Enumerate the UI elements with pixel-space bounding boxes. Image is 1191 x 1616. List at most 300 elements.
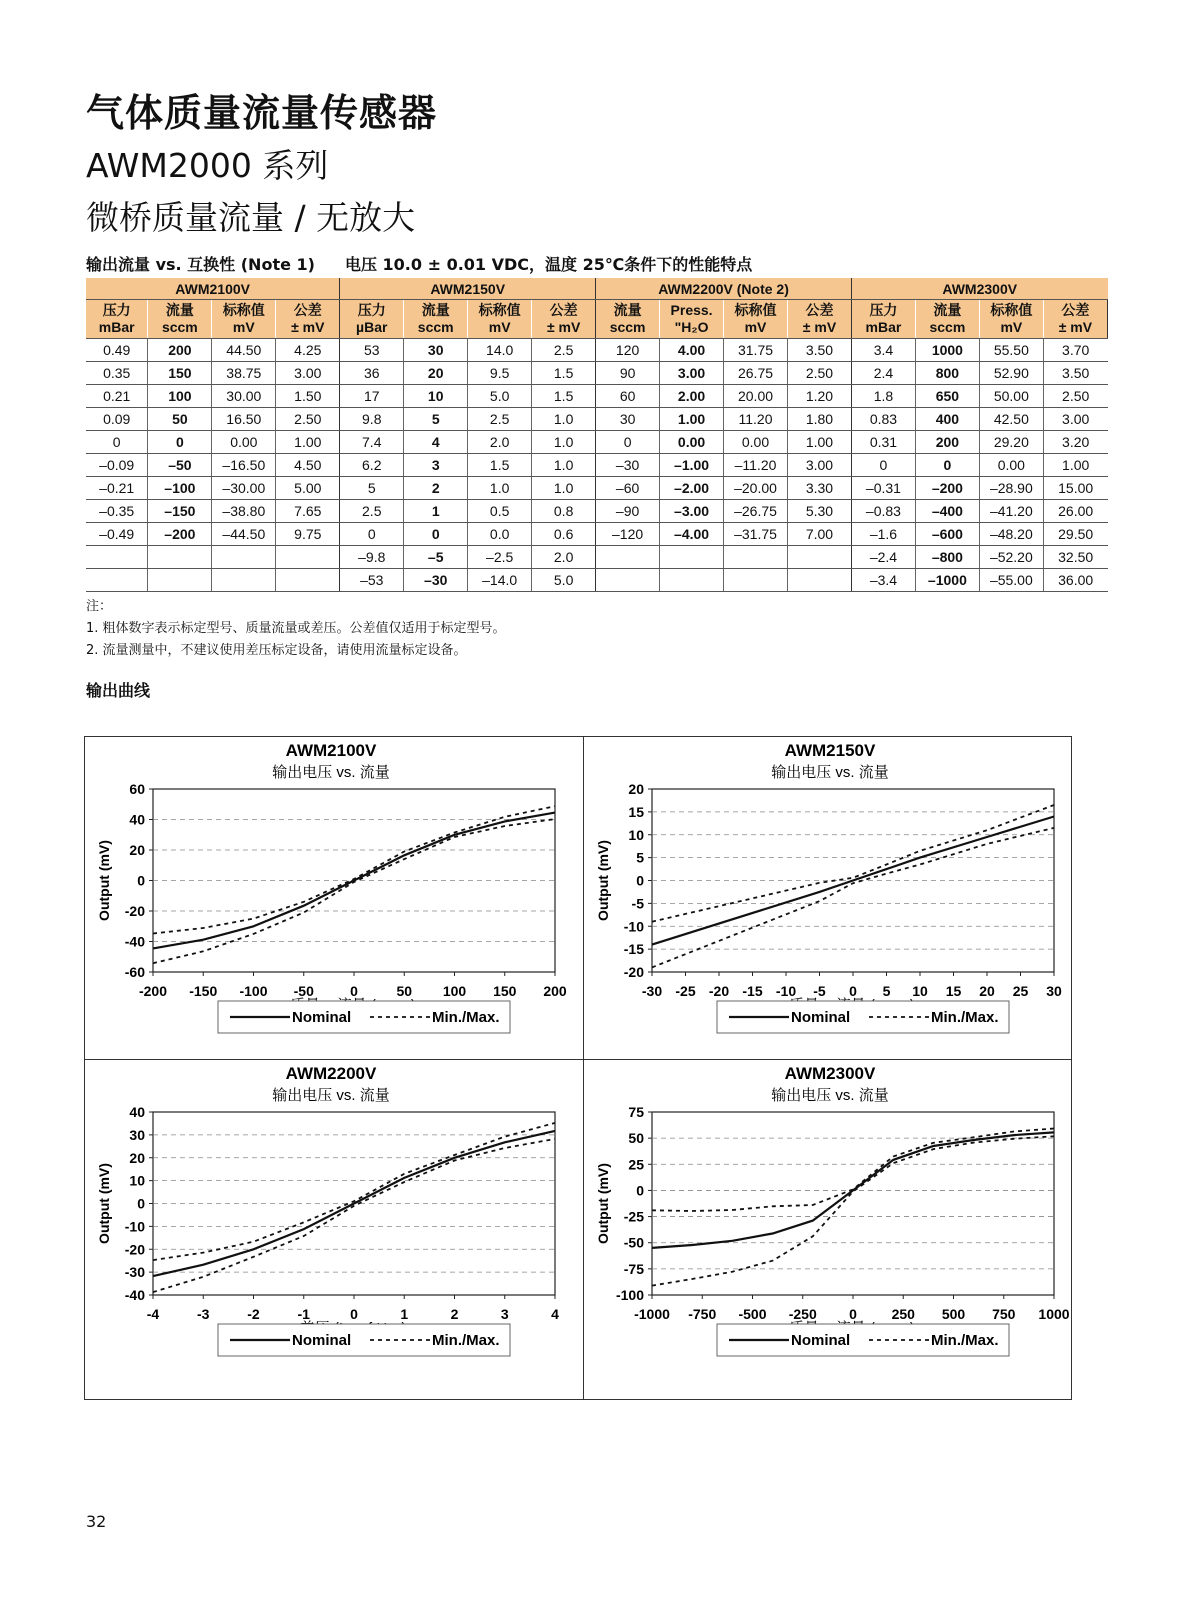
table-cell: 1.80 <box>787 408 851 431</box>
page-number: 32 <box>86 1512 107 1531</box>
series-max <box>652 805 1054 922</box>
x-tick-label: -200 <box>138 983 168 999</box>
y-tick-label: 30 <box>129 1126 145 1143</box>
x-tick-label: 500 <box>941 1306 966 1322</box>
table-cell: 60 <box>596 385 660 408</box>
series-max <box>153 1123 555 1260</box>
table-cell: –0.09 <box>86 454 148 477</box>
table-cell: 53 <box>340 339 404 362</box>
x-tick-label: -3 <box>197 1306 210 1322</box>
y-tick-label: -30 <box>124 1264 145 1281</box>
table-heading-right: 电压 10.0 ± 0.01 VDC，温度 25℃条件下的性能特点 <box>344 255 753 274</box>
y-tick-label: -20 <box>124 903 145 919</box>
table-cell: –14.0 <box>468 569 532 592</box>
x-tick-label: 0 <box>350 983 358 999</box>
column-header <box>724 300 788 339</box>
table-cell: 3.00 <box>787 454 851 477</box>
x-tick-label: -1000 <box>634 1306 670 1322</box>
table-cell: –200 <box>148 523 212 546</box>
column-header-label: 公差 <box>1061 302 1090 318</box>
table-cell: –0.21 <box>86 477 148 500</box>
table-cell: 0 <box>404 523 468 546</box>
table-cell: 14.0 <box>468 339 532 362</box>
table-cell: 15.00 <box>1043 477 1107 500</box>
chart-legend <box>218 1324 510 1356</box>
table-cell: 400 <box>915 408 979 431</box>
plot-area <box>652 1112 1054 1295</box>
table-cell: 0.6 <box>532 523 596 546</box>
output-curves-panel <box>84 736 1072 1400</box>
y-tick-label: -50 <box>623 1234 644 1251</box>
table-cell <box>596 569 660 592</box>
column-header-label: 公差 <box>293 302 322 318</box>
table-cell: –1000 <box>915 569 979 592</box>
y-tick-label: 0 <box>636 1182 644 1199</box>
y-axis-label: Output (mV) <box>595 1163 611 1244</box>
y-tick-label: 15 <box>628 803 644 820</box>
column-header-unit: mBar <box>865 319 902 335</box>
x-tick-label: -150 <box>189 983 218 999</box>
table-cell: 29.50 <box>1043 523 1107 546</box>
table-cell: 11.20 <box>724 408 788 431</box>
table-cell: 0 <box>596 431 660 454</box>
table-cell <box>596 546 660 569</box>
column-header-label: 流量 <box>933 302 962 318</box>
table-cell <box>787 569 851 592</box>
table-cell: 650 <box>915 385 979 408</box>
legend-nominal-label: Nominal <box>791 1332 851 1349</box>
y-axis-label: Output (mV) <box>595 840 611 921</box>
y-tick-label: 40 <box>129 1104 145 1120</box>
table-cell: –150 <box>148 500 212 523</box>
table-cell: 100 <box>148 385 212 408</box>
chart-subtitle: 输出电压 vs. 流量 <box>272 764 390 781</box>
table-cell: 1.00 <box>1043 454 1107 477</box>
table-cell: 29.20 <box>979 431 1043 454</box>
table-cell: 2.5 <box>468 408 532 431</box>
table-cell: 200 <box>148 339 212 362</box>
table-cell: 50 <box>148 408 212 431</box>
y-tick-label: 40 <box>129 811 145 828</box>
column-header-unit: mV <box>744 319 767 335</box>
column-header-label: 流量 <box>613 302 642 318</box>
table-cell: –41.20 <box>979 500 1043 523</box>
table-cell: –1.00 <box>660 454 724 477</box>
column-header-unit: ± mV <box>546 319 581 335</box>
chart-subtitle: 输出电压 vs. 流量 <box>771 764 889 781</box>
group-header: AWM2200V (Note 2) <box>596 278 852 300</box>
legend-nominal-label: Nominal <box>292 1009 352 1026</box>
x-tick-label: 30 <box>1046 983 1062 999</box>
table-cell: 32.50 <box>1043 546 1107 569</box>
table-cell: –16.50 <box>212 454 276 477</box>
x-tick-label: -100 <box>239 983 268 999</box>
table-cell: 30.00 <box>212 385 276 408</box>
table-cell: 1.00 <box>276 431 340 454</box>
table-cell: 2.4 <box>851 362 915 385</box>
table-cell: 800 <box>915 362 979 385</box>
table-row <box>86 500 1108 523</box>
column-header-unit: "H₂O <box>674 319 709 335</box>
table-cell: 3.70 <box>1043 339 1107 362</box>
table-cell: 0.00 <box>660 431 724 454</box>
legend-minmax-label: Min./Max. <box>931 1332 999 1349</box>
table-cell: 7.4 <box>340 431 404 454</box>
table-cell: 4 <box>404 431 468 454</box>
column-header-unit: mBar <box>98 319 135 335</box>
notes-label: 注： <box>86 599 113 614</box>
x-tick-label: 25 <box>1012 983 1029 999</box>
column-header-unit: mV <box>488 319 511 335</box>
table-cell: 55.50 <box>979 339 1043 362</box>
table-cell: –30.00 <box>212 477 276 500</box>
table-cell: 3.00 <box>276 362 340 385</box>
table-cell: 0.21 <box>86 385 148 408</box>
column-header-label: 标称值 <box>734 302 777 318</box>
table-cell: 4.25 <box>276 339 340 362</box>
x-tick-label: 0 <box>350 1306 358 1322</box>
table-heading <box>86 252 752 275</box>
y-tick-label: 0 <box>137 1195 145 1212</box>
chart-legend <box>717 1324 1009 1356</box>
table-cell: –50 <box>148 454 212 477</box>
column-header <box>851 300 915 339</box>
column-header <box>276 300 340 339</box>
table-cell: –600 <box>915 523 979 546</box>
table-cell: 0.09 <box>86 408 148 431</box>
x-tick-label: 150 <box>493 983 517 999</box>
chart-title: AWM2300V <box>784 1064 876 1083</box>
series-min <box>652 1136 1054 1285</box>
y-tick-label: -15 <box>623 941 644 958</box>
table-cell: 20 <box>404 362 468 385</box>
x-tick-label: -25 <box>675 983 696 999</box>
table-cell: 2.5 <box>532 339 596 362</box>
x-tick-label: -2 <box>247 1306 260 1322</box>
table-cell: 1 <box>404 500 468 523</box>
table-cell <box>212 569 276 592</box>
x-tick-label: 750 <box>992 1306 1016 1322</box>
table-row <box>86 339 1108 362</box>
table-cell: 30 <box>596 408 660 431</box>
legend-minmax-label: Min./Max. <box>432 1332 500 1349</box>
table-cell: 0.00 <box>979 454 1043 477</box>
table-cell: 150 <box>148 362 212 385</box>
column-header <box>404 300 468 339</box>
y-tick-label: -10 <box>623 918 644 935</box>
table-row <box>86 385 1108 408</box>
y-tick-label: -60 <box>124 964 145 980</box>
table-cell: 90 <box>596 362 660 385</box>
column-header-label: 标称值 <box>990 302 1033 318</box>
table-cell: 7.00 <box>787 523 851 546</box>
table-cell: 3 <box>404 454 468 477</box>
table-cell: 0.5 <box>468 500 532 523</box>
table-row <box>86 431 1108 454</box>
table-row <box>86 454 1108 477</box>
column-header <box>468 300 532 339</box>
table-cell: 5.30 <box>787 500 851 523</box>
y-tick-label: 20 <box>628 781 644 797</box>
x-tick-label: 0 <box>849 983 857 999</box>
table-cell: –9.8 <box>340 546 404 569</box>
table-cell: 2.50 <box>276 408 340 431</box>
table-cell: 30 <box>404 339 468 362</box>
table-cell: –5 <box>404 546 468 569</box>
column-header-unit: mV <box>232 319 255 335</box>
table-cell: 3.50 <box>787 339 851 362</box>
y-tick-label: -20 <box>623 964 644 980</box>
x-tick-label: 1 <box>400 1306 409 1322</box>
table-cell: 3.00 <box>660 362 724 385</box>
column-header-label: 公差 <box>805 302 834 318</box>
table-cell: 1.20 <box>787 385 851 408</box>
table-cell: 120 <box>596 339 660 362</box>
table-cell: 3.30 <box>787 477 851 500</box>
table-cell <box>86 546 148 569</box>
table-cell: 4.50 <box>276 454 340 477</box>
y-tick-label: -10 <box>124 1218 145 1235</box>
column-header-unit: sccm <box>609 319 646 335</box>
column-header-label: 流量 <box>165 302 194 318</box>
table-cell: 0.83 <box>851 408 915 431</box>
y-axis-label: Output (mV) <box>96 1163 112 1244</box>
table-cell: –60 <box>596 477 660 500</box>
x-tick-label: -10 <box>775 983 797 999</box>
legend-nominal-label: Nominal <box>292 1332 352 1349</box>
chart-title: AWM2200V <box>285 1064 377 1083</box>
column-header <box>660 300 724 339</box>
x-tick-label: -15 <box>742 983 763 999</box>
column-header <box>340 300 404 339</box>
x-tick-label: 10 <box>912 983 928 999</box>
chart-subtitle: 输出电压 vs. 流量 <box>272 1087 390 1104</box>
spec-table <box>86 278 1108 592</box>
table-cell: –100 <box>148 477 212 500</box>
table-cell: –44.50 <box>212 523 276 546</box>
column-header-unit: sccm <box>417 319 454 335</box>
table-cell: –0.49 <box>86 523 148 546</box>
table-cell: 1.00 <box>787 431 851 454</box>
table-cell: 26.00 <box>1043 500 1107 523</box>
x-tick-label: 250 <box>891 1306 915 1322</box>
series-nominal <box>153 813 555 949</box>
x-tick-label: -250 <box>788 1306 817 1322</box>
table-row <box>86 546 1108 569</box>
column-header-unit: ± mV <box>802 319 837 335</box>
table-cell: 26.75 <box>724 362 788 385</box>
y-tick-label: 5 <box>636 849 644 866</box>
column-header <box>1043 300 1107 339</box>
table-cell: 3.20 <box>1043 431 1107 454</box>
table-cell: 5 <box>340 477 404 500</box>
series-min <box>652 828 1054 968</box>
x-tick-label: -20 <box>708 983 730 999</box>
table-cell: –38.80 <box>212 500 276 523</box>
x-tick-label: 2 <box>450 1306 459 1322</box>
x-tick-label: 1000 <box>1038 1306 1070 1322</box>
table-cell: 0 <box>915 454 979 477</box>
table-cell: 0.00 <box>724 431 788 454</box>
table-cell: 1.0 <box>532 408 596 431</box>
table-cell: 1.5 <box>532 385 596 408</box>
column-header <box>596 300 660 339</box>
table-cell: 0.35 <box>86 362 148 385</box>
chart-awm2200v <box>85 1060 572 1382</box>
column-header-unit: mV <box>1000 319 1023 335</box>
x-tick-label: 100 <box>442 983 467 999</box>
page-title: 气体质量流量传感器 <box>86 91 438 135</box>
chart-legend <box>218 1001 510 1033</box>
column-header <box>787 300 851 339</box>
table-cell: 0 <box>86 431 148 454</box>
table-cell: –20.00 <box>724 477 788 500</box>
table-row <box>86 408 1108 431</box>
table-cell <box>212 546 276 569</box>
y-tick-label: -75 <box>623 1260 644 1277</box>
table-row <box>86 569 1108 592</box>
column-header-label: 压力 <box>357 302 386 318</box>
table-cell: 0.00 <box>212 431 276 454</box>
curves-heading: 输出曲线 <box>86 681 151 700</box>
table-cell: 50.00 <box>979 385 1043 408</box>
table-cell: –1.6 <box>851 523 915 546</box>
notes <box>86 596 506 662</box>
column-header <box>915 300 979 339</box>
x-tick-label: 4 <box>551 1306 559 1322</box>
y-tick-label: -20 <box>124 1241 145 1258</box>
column-header <box>148 300 212 339</box>
x-tick-label: -30 <box>641 983 663 999</box>
x-tick-label: -500 <box>738 1306 767 1322</box>
column-header-unit: sccm <box>929 319 966 335</box>
table-cell: 20.00 <box>724 385 788 408</box>
y-tick-label: 75 <box>628 1104 644 1120</box>
table-cell: 36.00 <box>1043 569 1107 592</box>
column-header <box>979 300 1043 339</box>
table-cell: –2.00 <box>660 477 724 500</box>
table-cell: –3.4 <box>851 569 915 592</box>
table-cell: 2 <box>404 477 468 500</box>
x-tick-label: 15 <box>945 983 962 999</box>
series-max <box>153 806 555 933</box>
chart-subtitle: 输出电压 vs. 流量 <box>771 1087 889 1104</box>
table-cell: 36 <box>340 362 404 385</box>
table-cell: 0.49 <box>86 339 148 362</box>
table-cell: –0.83 <box>851 500 915 523</box>
x-tick-label: 0 <box>849 1306 857 1322</box>
table-cell: –90 <box>596 500 660 523</box>
table-cell: –28.90 <box>979 477 1043 500</box>
table-cell: 1.50 <box>276 385 340 408</box>
legend-nominal-label: Nominal <box>791 1009 851 1026</box>
table-cell: –26.75 <box>724 500 788 523</box>
table-cell: 42.50 <box>979 408 1043 431</box>
chart-legend <box>717 1001 1009 1033</box>
column-header-unit: sccm <box>161 319 198 335</box>
y-tick-label: -100 <box>615 1287 644 1303</box>
table-cell: 3.50 <box>1043 362 1107 385</box>
table-row <box>86 523 1108 546</box>
table-cell: 5.0 <box>468 385 532 408</box>
table-cell: 6.2 <box>340 454 404 477</box>
table-cell: 1.5 <box>468 454 532 477</box>
table-cell: 2.0 <box>468 431 532 454</box>
column-header <box>532 300 596 339</box>
y-tick-label: 0 <box>137 872 145 889</box>
table-cell: –4.00 <box>660 523 724 546</box>
chart-title: AWM2100V <box>285 741 377 760</box>
note-2: 2. 流量测量中，不建议使用差压标定设备，请使用流量标定设备。 <box>86 643 467 658</box>
table-cell: –48.20 <box>979 523 1043 546</box>
table-row <box>86 362 1108 385</box>
table-cell <box>724 546 788 569</box>
table-cell: 17 <box>340 385 404 408</box>
table-cell: –200 <box>915 477 979 500</box>
series-nominal <box>652 817 1054 945</box>
column-header-label: 流量 <box>421 302 450 318</box>
y-tick-label: 20 <box>129 1149 145 1166</box>
column-header-label: 公差 <box>549 302 578 318</box>
y-axis-label: Output (mV) <box>96 840 112 921</box>
table-row <box>86 477 1108 500</box>
x-tick-label: -750 <box>688 1306 717 1322</box>
table-cell <box>660 546 724 569</box>
series-max <box>652 1129 1054 1212</box>
table-cell: 1.5 <box>532 362 596 385</box>
table-cell: 2.00 <box>660 385 724 408</box>
column-header-label: 标称值 <box>222 302 265 318</box>
x-tick-label: -1 <box>297 1306 310 1322</box>
x-tick-label: 200 <box>543 983 567 999</box>
x-tick-label: -50 <box>293 983 314 999</box>
table-heading-left: 输出流量 vs. 互换性 (Note 1) <box>86 255 315 274</box>
column-header-unit: ± mV <box>291 319 325 335</box>
y-tick-label: 20 <box>129 842 145 858</box>
table-cell: –800 <box>915 546 979 569</box>
table-cell <box>276 569 340 592</box>
table-cell: 4.00 <box>660 339 724 362</box>
table-cell: 2.50 <box>1043 385 1107 408</box>
table-cell <box>148 569 212 592</box>
y-tick-label: 25 <box>628 1156 644 1173</box>
x-tick-label: -5 <box>813 983 826 999</box>
table-cell: 52.90 <box>979 362 1043 385</box>
legend-minmax-label: Min./Max. <box>931 1009 999 1026</box>
series-min <box>153 1139 555 1292</box>
table-cell: 5.00 <box>276 477 340 500</box>
table-cell: –55.00 <box>979 569 1043 592</box>
table-cell: 7.65 <box>276 500 340 523</box>
table-cell: –30 <box>596 454 660 477</box>
y-tick-label: -40 <box>124 933 145 950</box>
group-header: AWM2150V <box>340 278 596 300</box>
table-cell: 9.5 <box>468 362 532 385</box>
group-header: AWM2300V <box>851 278 1107 300</box>
table-cell <box>86 569 148 592</box>
table-cell <box>148 546 212 569</box>
y-tick-label: -40 <box>124 1287 145 1303</box>
table-cell: 16.50 <box>212 408 276 431</box>
table-cell: 31.75 <box>724 339 788 362</box>
table-cell: –52.20 <box>979 546 1043 569</box>
y-tick-label: 0 <box>636 872 644 889</box>
table-cell: –31.75 <box>724 523 788 546</box>
column-header-unit: µBar <box>356 319 388 335</box>
table-cell: 0 <box>851 454 915 477</box>
table-cell: 2.0 <box>532 546 596 569</box>
table-cell: 1.00 <box>660 408 724 431</box>
